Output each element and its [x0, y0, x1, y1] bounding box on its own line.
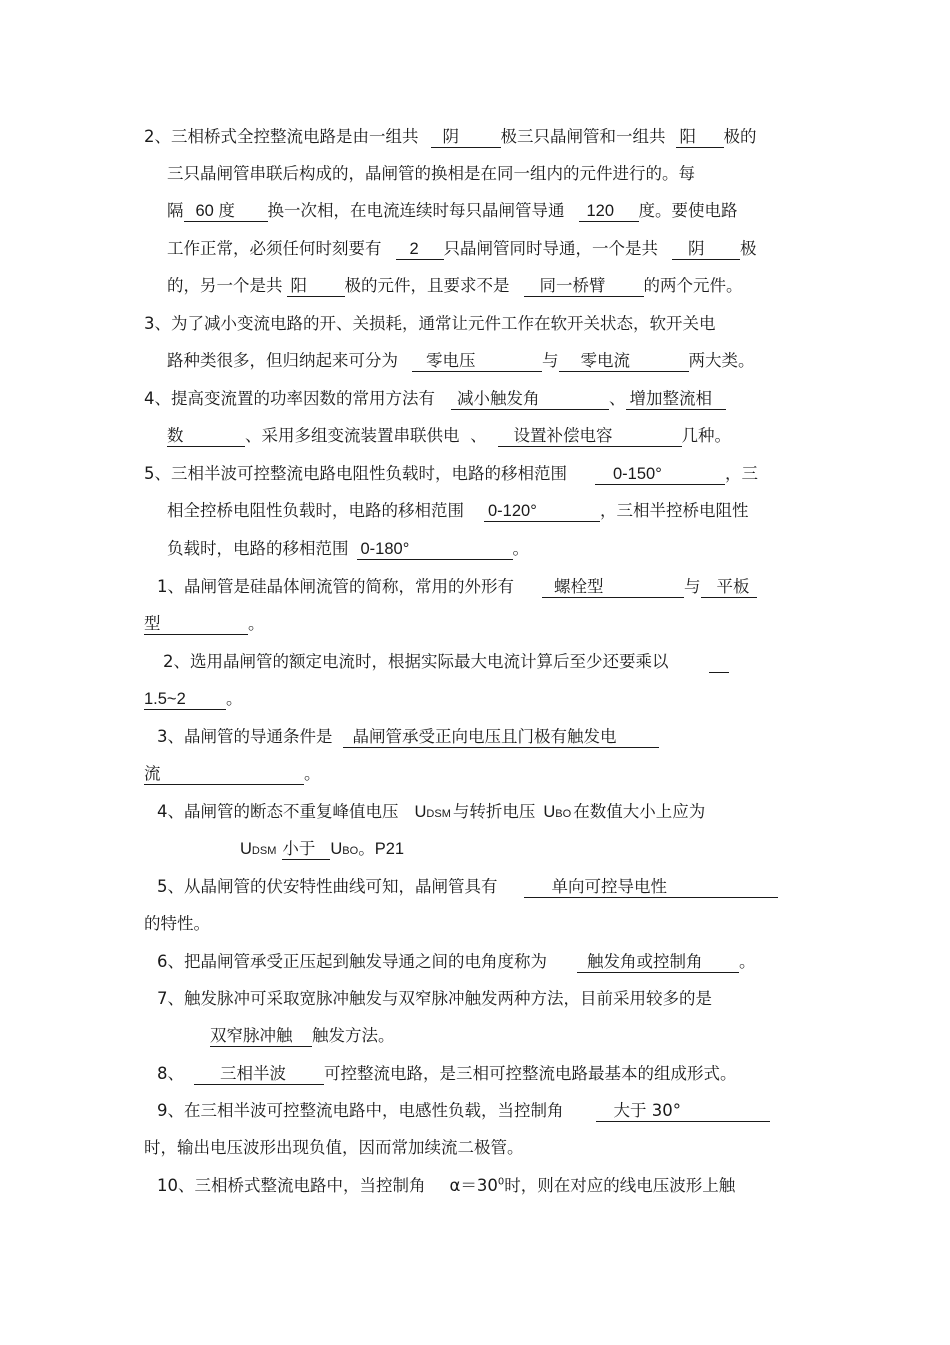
q2-line-1: 2、三相桥式全控整流电路是由一组共 阴 极三只晶闸管和一组共 阳 极的	[144, 127, 757, 146]
s7-line-1: 7、触发脉冲可采取宽脉冲触发与双窄脉冲触发两种方法，目前采用较多的是	[157, 989, 712, 1008]
answer-blank: 平板	[701, 577, 757, 598]
s10-line-1: 10、三相桥式整流电路中，当控制角 $\alpha=30^0$时，则在对应的线电压波形上触	[157, 1176, 736, 1195]
q3-line-1: 3、为了减小变流电路的开、关损耗，通常让元件工作在软开关状态，软开关电	[144, 314, 716, 333]
s6-line-1: 6、把晶闸管承受正压起到触发导通之间的电角度称为 触发角或控制角 。	[157, 952, 756, 971]
answer-blank: 阳	[287, 276, 345, 297]
s3-line-1: 3、晶闸管的导通条件是 晶闸管承受正向电压且门极有触发电	[157, 726, 659, 748]
s8-line-1: 8、 三相半波 可控整流电路，是三相可控整流电路最基本的组成形式。	[157, 1064, 737, 1083]
s1-line-1: 1、晶闸管是硅晶体闸流管的简称，常用的外形有 螺栓型 与 平板	[157, 576, 757, 598]
answer-blank: 大于 30°	[596, 1101, 770, 1122]
answer-blank-start	[709, 652, 729, 673]
answer-blank: 型	[144, 614, 248, 635]
s2-line-2: 1.5~2 。	[144, 689, 243, 708]
s1-line-2: 型 。	[144, 614, 265, 633]
s4-line-2: UDSM 小于 UBO。P21	[240, 839, 405, 858]
answer-blank: 同一桥臂	[524, 276, 644, 297]
q2-line-3: 隔 60 度 换一次相，在电流连续时每只晶闸管导通 120 度。要使电路	[167, 201, 738, 220]
answer-blank: 1.5~2	[144, 689, 226, 710]
answer-blank: 阳	[676, 127, 724, 148]
answer-blank: 三相半波	[194, 1064, 324, 1085]
answer-blank: 双窄脉冲触	[210, 1026, 312, 1047]
q3-line-2: 路种类很多，但归纳起来可分为 零电压 与 零电流 两大类。	[167, 351, 755, 370]
s5-line-1: 5、从晶闸管的伏安特性曲线可知，晶闸管具有 单向可控导电性	[157, 876, 778, 898]
s3-line-2: 流 。	[144, 764, 321, 783]
s5-line-2: 的特性。	[144, 914, 210, 933]
answer-blank: 0-150°	[595, 464, 725, 485]
answer-blank: 小于	[282, 839, 330, 860]
answer-blank: 数	[167, 426, 245, 447]
answer-blank: 0-180°	[357, 539, 513, 560]
answer-blank: 阴	[672, 239, 740, 260]
answer-blank: 单向可控导电性	[524, 877, 778, 898]
answer-blank: 螺栓型	[542, 577, 684, 598]
q5-line-3: 负载时，电路的移相范围 0-180° 。	[167, 539, 529, 558]
q4-line-1: 4、提高变流置的功率因数的常用方法有 减小触发角 、 增加整流相	[144, 388, 726, 410]
s2-line-1: 2、选用晶闸管的额定电流时，根据实际最大电流计算后至少还要乘以	[163, 651, 729, 673]
s9-line-2: 时，输出电压波形出现负值，因而常加续流二极管。	[144, 1138, 524, 1157]
answer-blank: 流	[144, 764, 304, 785]
q2-line-5: 的，另一个是共 阳 极的元件，且要求不是 同一桥臂 的两个元件。	[167, 276, 743, 295]
answer-blank: 2	[396, 239, 444, 260]
q4-line-2: 数 、采用多组变流装置串联供电 、 设置补偿电容 几种。	[167, 426, 731, 445]
answer-blank: 晶闸管承受正向电压且门极有触发电	[343, 727, 659, 748]
answer-blank: 零电流	[559, 351, 689, 372]
q5-line-1: 5、三相半波可控整流电路电阻性负载时，电路的移相范围 0-150° ，三	[144, 464, 758, 483]
s9-line-1: 9、在三相半波可控整流电路中，电感性负载，当控制角 大于 30°	[157, 1100, 770, 1122]
answer-blank: 120	[579, 201, 639, 222]
q5-line-2: 相全控桥电阻性负载时，电路的移相范围 0-120° ，三相半控桥电阻性	[167, 501, 749, 520]
s4-line-1: 4、晶闸管的断态不重复峰值电压 UDSM 与转折电压 UBO 在数值大小上应为	[157, 802, 706, 821]
answer-blank: 零电压	[412, 351, 542, 372]
q2-line-4: 工作正常，必须任何时刻要有 2 只晶闸管同时导通，一个是共 阴 极	[167, 239, 757, 258]
answer-blank: 0-120°	[484, 501, 600, 522]
answer-blank: 减小触发角	[451, 389, 609, 410]
q2-line-2: 三只晶闸管串联后构成的，晶闸管的换相是在同一组内的元件进行的。每	[167, 164, 695, 183]
answer-blank: 阴	[431, 127, 501, 148]
answer-blank: 设置补偿电容	[498, 426, 682, 447]
alpha-expression: α＝30	[449, 1176, 498, 1195]
s7-line-2: 双窄脉冲触 触发方法。	[210, 1026, 395, 1045]
answer-blank: 触发角或控制角	[577, 952, 739, 973]
answer-blank: 60 度	[184, 201, 268, 222]
answer-blank: 增加整流相	[626, 389, 726, 410]
